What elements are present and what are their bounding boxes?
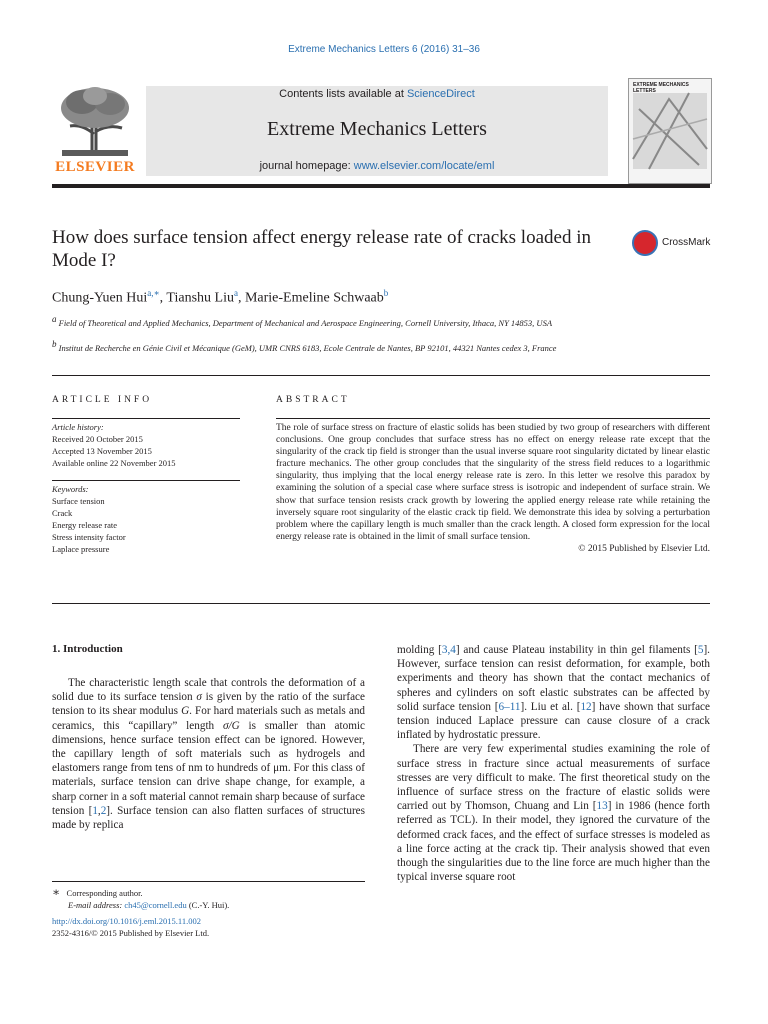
citation-link[interactable]: 2 (100, 804, 107, 817)
citation-link[interactable]: 1 (92, 804, 98, 817)
affiliation-a (52, 313, 612, 329)
text-run: ]. Liu et al. [ (520, 700, 581, 713)
text-run: is given by the ratio of the surface tension to its shear modulus (52, 691, 365, 718)
journal-reference[interactable]: Extreme Mechanics Letters 6 (2016) 31–36 (288, 44, 480, 55)
text-run: molding [ (397, 644, 442, 656)
cover-title: EXTREME MECHANICS LETTERS (633, 82, 689, 94)
info-divider (52, 418, 240, 419)
email-line (52, 899, 382, 911)
text-run: There are very few experimental studies examining the role of surface stress in fracture since actual measurements of surface stresses are very difficult to make. The first theoretical study on the influence of surface stress on the fracture of elastic solids were carried out by Thomson, Chuang and Lin [ (397, 743, 710, 813)
footnote-mark: ∗ (52, 885, 61, 899)
crossmark-button[interactable] (632, 230, 714, 258)
author-affiliation-mark[interactable]: a (233, 288, 238, 298)
footnote (52, 886, 382, 939)
article-title: How does surface tension affect energy release rate of cracks loaded in Mode I? (52, 227, 591, 271)
keyword: Crack (52, 508, 73, 518)
author-name: Chung-Yuen Hui (52, 290, 148, 306)
keywords-divider (52, 480, 240, 481)
author-affiliation-mark[interactable]: a,∗ (147, 288, 160, 298)
affiliation-text: Institut de Recherche en Génie Civil et Mécanique (GeM), UMR CNRS 6183, Ecole Centrale de Nantes, BP 92101, 44321 Nantes cedex 3, France (58, 342, 557, 353)
micrometre-unit: μm (273, 762, 288, 775)
history-online: Available online 22 November 2015 (52, 458, 176, 468)
affiliation-text: Field of Theoretical and Applied Mechanics, Department of Mechanical and Aerospace Engineering, Cornell University, Ithaca, NY 14853, USA (58, 317, 553, 328)
corresponding-author-label: Corresponding author. (66, 888, 143, 898)
homepage-line (146, 160, 608, 172)
corresponding-author-note (52, 886, 382, 899)
elsevier-wordmark: ELSEVIER (55, 159, 135, 175)
contents-line (146, 88, 608, 100)
contents-prefix: Contents lists available at (279, 88, 407, 100)
journal-cover-image (628, 78, 712, 184)
journal-header-box (146, 86, 608, 176)
intro-paragraph-1 (52, 676, 365, 832)
text-run: ]. Surface tension can also flatten surfaces of structures made by replica (52, 804, 365, 832)
keywords-label: Keywords: (52, 484, 89, 494)
affiliation-mark: a (52, 314, 57, 324)
cover-artwork (629, 79, 711, 183)
doi-link[interactable]: http://dx.doi.org/10.1016/j.eml.2015.11.002 (52, 916, 201, 926)
intro-paragraph-2 (397, 643, 710, 742)
author-separator: , (237, 290, 245, 306)
affiliation-mark: b (52, 339, 57, 349)
elsevier-tree-icon (52, 84, 138, 158)
article-history (52, 421, 240, 469)
issn-line: 2352-4316/© 2015 Published by Elsevier Ltd. (52, 928, 210, 938)
text-run: ] and cause Plateau instability in thin gel filaments [ (455, 644, 698, 656)
email-label: E-mail address: (68, 900, 125, 910)
crossmark-icon (632, 230, 658, 256)
citation-link[interactable]: 3,4 (441, 644, 456, 656)
text-run: . For hard materials such as metals and ceramics, this “capillary” length (52, 705, 366, 732)
email-suffix: (C.-Y. Hui). (186, 900, 230, 910)
author-list (52, 288, 652, 307)
author-separator: , (159, 290, 167, 306)
text-run: ] in 1986 (hence forth referred as TCL). In their model, they ignored the curvature of the deformed crack faces, and the effect of surface stresses is modeled as a line force acting at the crack tip. Their analysis showed that even though the singularities due to the line force are much higher than the typical inverse square root (397, 800, 711, 884)
journal-name: Extreme Mechanics Letters (267, 118, 487, 140)
shear-modulus-symbol: G (181, 705, 190, 718)
abstract-heading: ABSTRACT (276, 395, 350, 405)
elsevier-logo (52, 84, 138, 176)
text-run: The characteristic length scale that controls the deformation of a solid due to its surface tension (52, 677, 365, 704)
history-received: Received 20 October 2015 (52, 434, 143, 444)
citation-link[interactable]: 6–11 (498, 700, 521, 713)
capillary-length-symbol: σ/G (222, 719, 240, 732)
keywords-block (52, 483, 240, 555)
email-link[interactable]: ch45@cornell.edu (124, 900, 187, 910)
author-affiliation-mark[interactable]: b (383, 288, 389, 298)
text-run: is smaller than atomic dimensions, hence surface tension effect can be ignored. However, the capillary length of soft materials such as hydrogels and elastomers range from tens of nm to hundreds of (52, 719, 365, 775)
sciencedirect-link[interactable]: ScienceDirect (406, 88, 475, 100)
abstract-bottom-rule (52, 603, 710, 604)
article-info-heading: ARTICLE INFO (52, 395, 153, 405)
text-run: ]. However, surface tension can resist deformation, for example, both experiments and theory has shown that the contact mechanics of spheres and cylinders on soft elastic substrates can be affected by solid surface tension [ (397, 644, 710, 713)
intro-paragraph-3 (397, 742, 710, 884)
affiliation-b (52, 338, 612, 354)
keyword: Energy release rate (52, 520, 117, 530)
abstract-copyright: © 2015 Published by Elsevier Ltd. (578, 543, 710, 554)
info-rule (52, 375, 710, 376)
abstract-body (276, 422, 710, 555)
footnote-rule (52, 881, 365, 882)
text-run: , (97, 804, 101, 817)
citation-link[interactable]: 12 (580, 700, 592, 713)
header-rule (52, 184, 710, 188)
text-run: . For this class of materials, surface tension can drive shape change, for example, a sharp corner in a soft material cannot remain sharp because of surface tension [ (52, 762, 365, 817)
history-accepted: Accepted 13 November 2015 (52, 446, 152, 456)
crossmark-label: CrossMark (662, 237, 711, 248)
text-run: ] have shown that surface tension induced Laplace pressure can cause closure of a crack inflated by hydrostatic pressure. (397, 700, 710, 742)
citation-link[interactable]: 13 (596, 800, 608, 813)
introduction-heading: 1. Introduction (52, 643, 123, 655)
intro-column-2 (397, 643, 710, 884)
homepage-link[interactable]: www.elsevier.com/locate/eml (353, 160, 495, 172)
abstract-text: The role of surface stress on fracture of elastic solids has been studied by two group of researchers with different conclusions. One group concludes that surface stress has no effect on energy release rate except that the singularity of the crack tip field is stronger than the usual inverse square root singularity dictated by linear elastic fracture mechanics. The other group concludes that the singularity of the stress field reduces to a logarithmic singularity, thus implying that the local energy release rate is zero. In this letter we resolve this paradox by examining the solution of a special case where surface stress is isotropic and independent of surface strain. We show that surface tension resists crack growth by lowering the applied energy release rate while retaining the inversely square root singularity of the elastic crack tip field. We demonstrate this idea by solving a perturbation problem where the capillary length is much smaller than the crack length. A closed form expression for the local energy release rate is obtained in the limit of small surface tension. (276, 423, 710, 542)
abstract-divider (276, 418, 710, 419)
keyword: Laplace pressure (52, 544, 110, 554)
author-name: Marie-Emeline Schwaab (244, 290, 384, 306)
history-label: Article history: (52, 422, 104, 432)
homepage-prefix: journal homepage: (259, 160, 354, 172)
keyword: Stress intensity factor (52, 532, 126, 542)
author-name: Tianshu Liu (166, 290, 234, 306)
citation-link[interactable]: 5 (697, 644, 704, 656)
sigma-symbol: σ (196, 691, 202, 704)
keyword: Surface tension (52, 496, 105, 506)
